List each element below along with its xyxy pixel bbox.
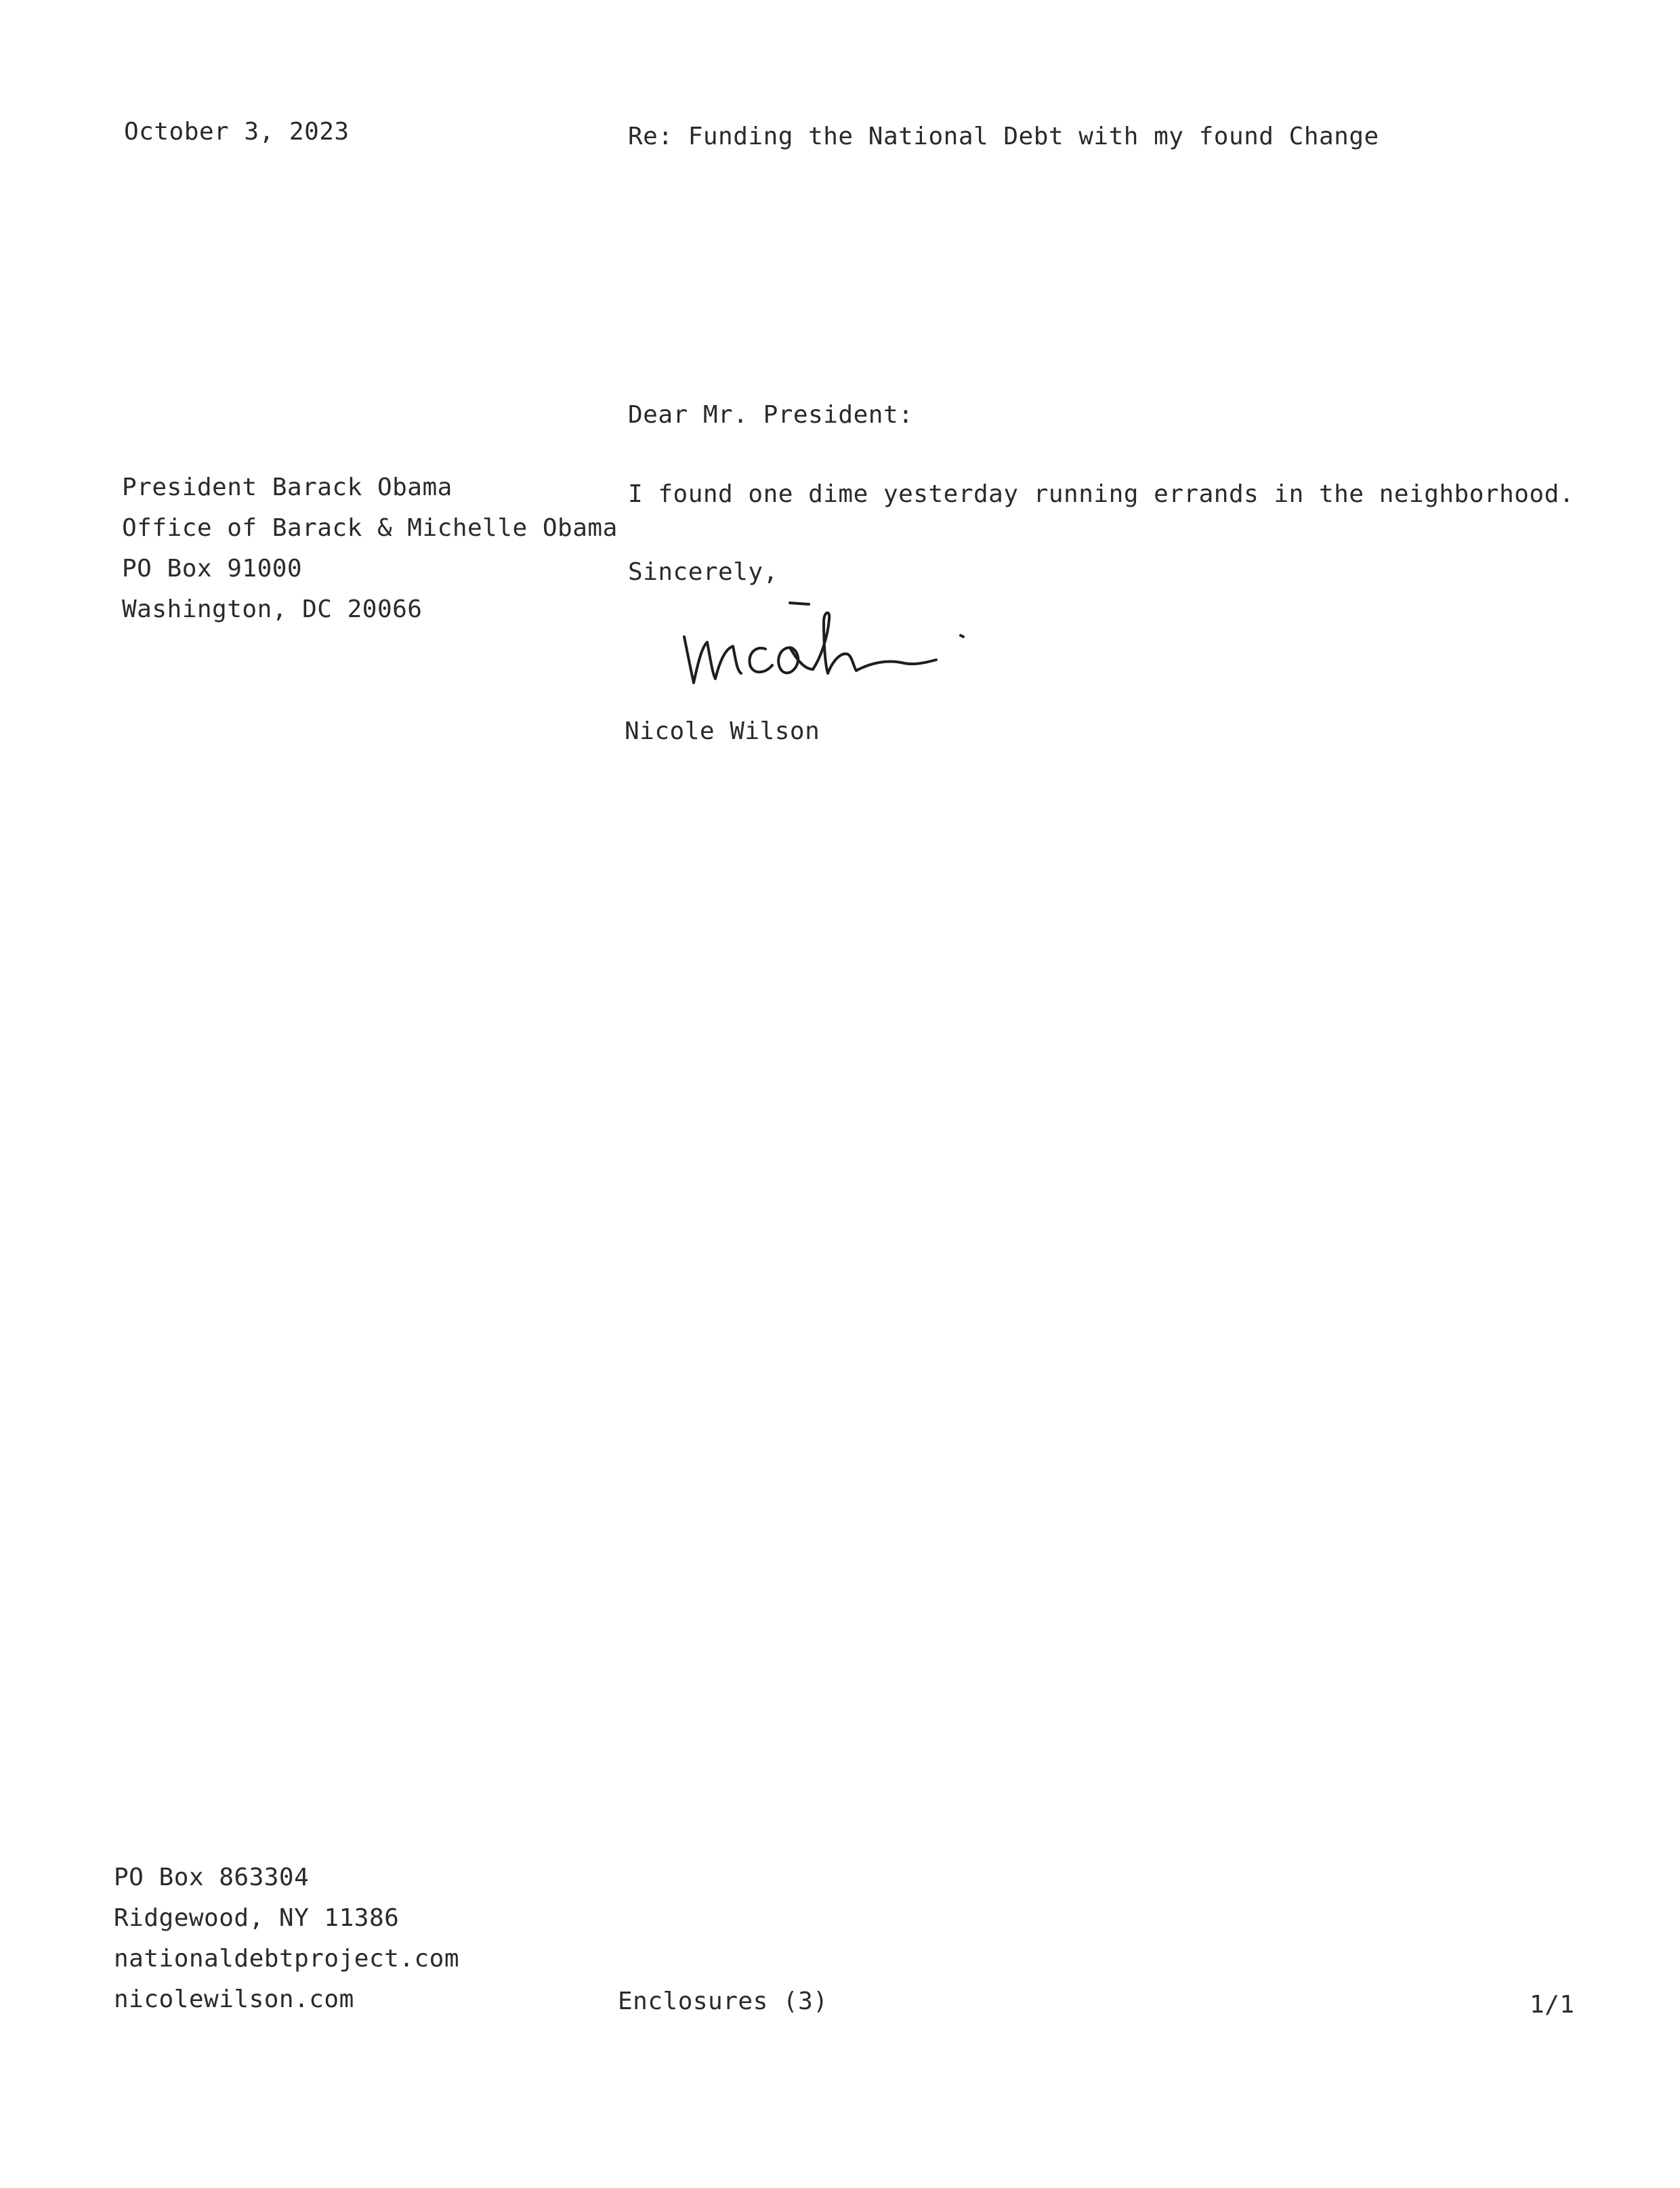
recipient-office: Office of Barack & Michelle Obama (122, 514, 618, 542)
signer-name: Nicole Wilson (625, 717, 820, 745)
letter-date: October 3, 2023 (124, 118, 350, 146)
sender-city: Ridgewood, NY 11386 (114, 1904, 400, 1932)
sender-website-personal: nicolewilson.com (114, 1985, 354, 2013)
page-number: 1/1 (1530, 1991, 1575, 2019)
handwritten-signature (671, 589, 982, 704)
recipient-name: President Barack Obama (122, 474, 453, 501)
subject-line: Re: Funding the National Debt with my found Change (628, 123, 1379, 150)
recipient-address (122, 467, 618, 630)
letter-body: I found one dime yesterday running errands in the neighborhood. (628, 480, 1574, 508)
recipient-city: Washington, DC 20066 (122, 595, 423, 623)
enclosures-note: Enclosures (3) (618, 1987, 828, 2015)
sender-po-box: PO Box 863304 (114, 1864, 310, 1891)
sender-address (114, 1857, 459, 2020)
closing: Sincerely, (628, 558, 778, 586)
recipient-po-box: PO Box 91000 (122, 555, 303, 583)
sender-website-project: nationaldebtproject.com (114, 1945, 459, 1973)
salutation: Dear Mr. President: (628, 401, 914, 429)
